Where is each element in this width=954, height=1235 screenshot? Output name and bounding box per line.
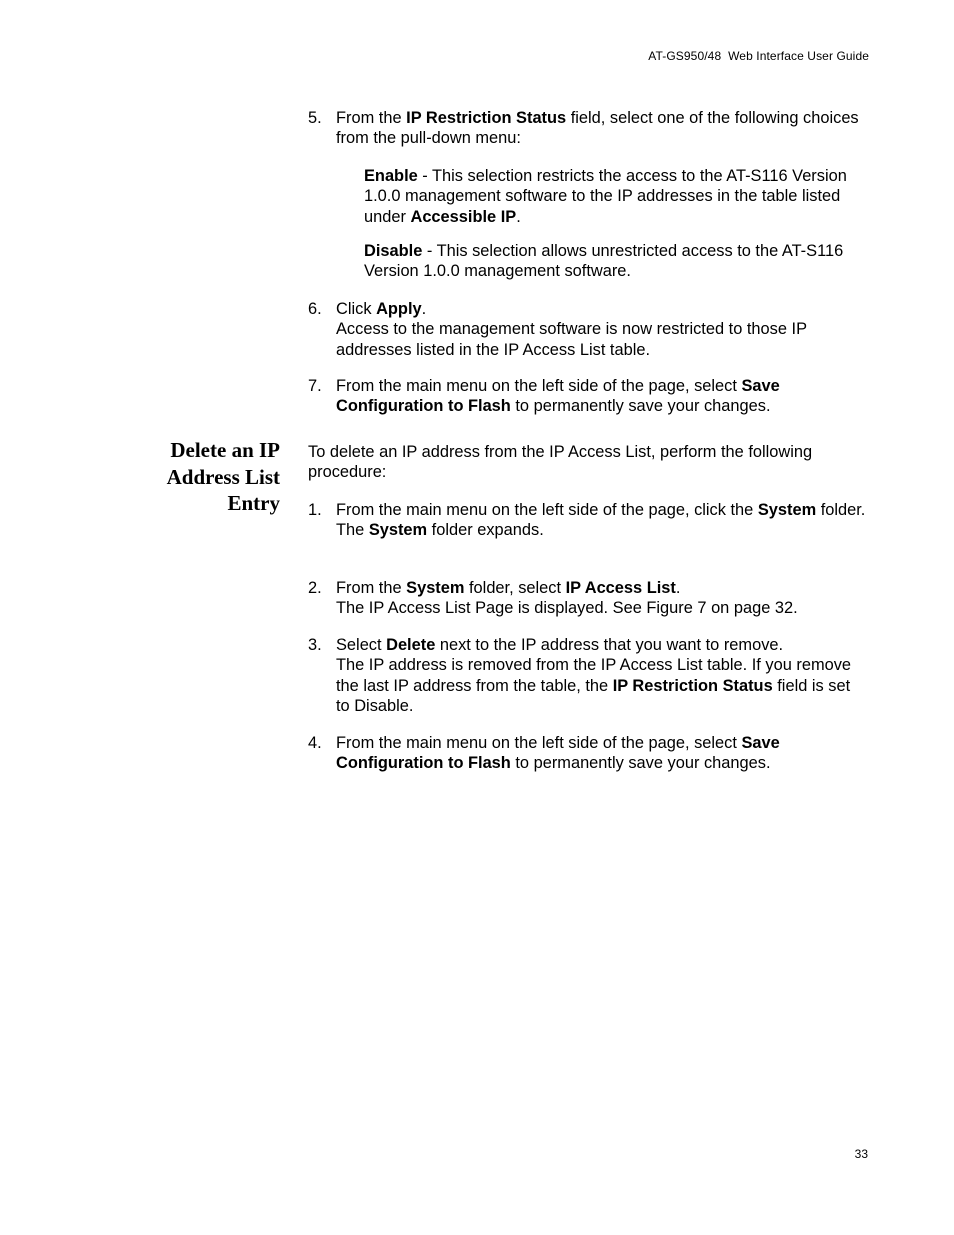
field-name: IP Restriction Status	[406, 109, 567, 127]
step-text-part: The	[336, 521, 369, 540]
heading-line: Delete an IP	[170, 438, 280, 462]
step-number: 6.	[308, 300, 322, 318]
step-number: 2.	[308, 579, 322, 597]
step-text	[336, 376, 868, 417]
step-text-part: folder.	[816, 501, 866, 519]
step-text-part: folder expands.	[427, 521, 544, 540]
step-text	[336, 500, 868, 541]
button-name: Apply	[376, 300, 422, 318]
step-instruction	[336, 635, 868, 655]
choice-enable	[364, 166, 870, 227]
field-name: Accessible IP	[410, 207, 517, 226]
step-text	[336, 299, 868, 360]
step-instruction	[336, 500, 868, 520]
step-number: 7.	[308, 377, 322, 395]
step-instruction	[336, 578, 868, 598]
field-name: IP Restriction Status	[612, 676, 773, 695]
step-text-part: The IP address is removed from the IP Access List table. If you remove the last IP address from the table, the	[336, 656, 852, 695]
step-text-part: .	[675, 579, 681, 597]
step-result	[336, 655, 868, 716]
step-text-part: Select	[336, 636, 387, 654]
step-text-part: next to the IP address that you want to remove.	[435, 636, 784, 654]
button-name: Delete	[386, 636, 436, 654]
step-text-part: field, select one of the following choices from the pull-down menu:	[336, 109, 859, 148]
folder-name: System	[406, 579, 465, 597]
choice-label: Enable	[364, 167, 418, 185]
step-7	[308, 376, 868, 417]
folder-name: System	[368, 521, 428, 540]
step-number: 1.	[308, 501, 322, 519]
section-step-2	[308, 578, 868, 619]
step-result	[336, 520, 868, 540]
step-text-part: Click	[336, 300, 377, 318]
step-6	[308, 299, 868, 360]
step-instruction	[336, 299, 868, 319]
heading-line: Address List	[166, 464, 280, 489]
step-number: 4.	[308, 734, 322, 752]
step-number: 5.	[308, 109, 322, 127]
step-result: Access to the management software is now restricted to those IP addresses listed in the IP Access List table.	[336, 320, 807, 359]
step-text-part: From the main menu on the left side of the page, select	[336, 734, 742, 752]
section-step-1	[308, 500, 868, 541]
step-text-part: to permanently save your changes.	[510, 754, 771, 773]
step-text-part: .	[421, 300, 427, 318]
step-number: 3.	[308, 636, 322, 654]
step-text	[336, 635, 868, 717]
step-text	[336, 733, 868, 774]
step-text-part: From the main menu on the left side of the page, click the	[336, 501, 758, 519]
step-text-part: folder, select	[464, 579, 566, 597]
running-header: AT-GS950/48 Web Interface User Guide	[648, 49, 869, 63]
section-step-3	[308, 635, 868, 717]
choice-label: Disable	[364, 242, 423, 260]
page-number: 33	[854, 1147, 868, 1161]
step-text	[336, 108, 868, 149]
menu-name: IP Access List	[565, 579, 676, 597]
step-result: The IP Access List Page is displayed. See Figure 7 on page 32.	[336, 599, 798, 618]
choice-text: - This selection restricts the access to the AT-S116 Version 1.0.0 management software to the IP addresses in the table listed under	[364, 167, 847, 226]
step-text-part: field is set to Disable.	[336, 676, 851, 716]
heading-line: Entry	[227, 491, 280, 515]
step-text-part: to permanently save your changes.	[510, 397, 771, 416]
menu-name: Save Configuration to Flash	[336, 377, 780, 416]
step-text-part: From the main menu on the left side of the page, select	[336, 377, 742, 395]
menu-name: Save Configuration to Flash	[336, 734, 780, 773]
step-text	[336, 578, 868, 619]
step-5	[308, 108, 868, 149]
step-text-part: From the	[336, 109, 407, 127]
section-step-4	[308, 733, 868, 774]
section-heading	[120, 437, 280, 517]
choice-disable	[364, 241, 870, 282]
folder-name: System	[757, 501, 817, 519]
choice-text: .	[516, 207, 521, 226]
choice-text: - This selection allows unrestricted access to the AT-S116 Version 1.0.0 management software.	[364, 242, 844, 281]
section-intro: To delete an IP address from the IP Access List, perform the following procedure:	[308, 443, 813, 482]
step-text-part: From the	[336, 579, 407, 597]
